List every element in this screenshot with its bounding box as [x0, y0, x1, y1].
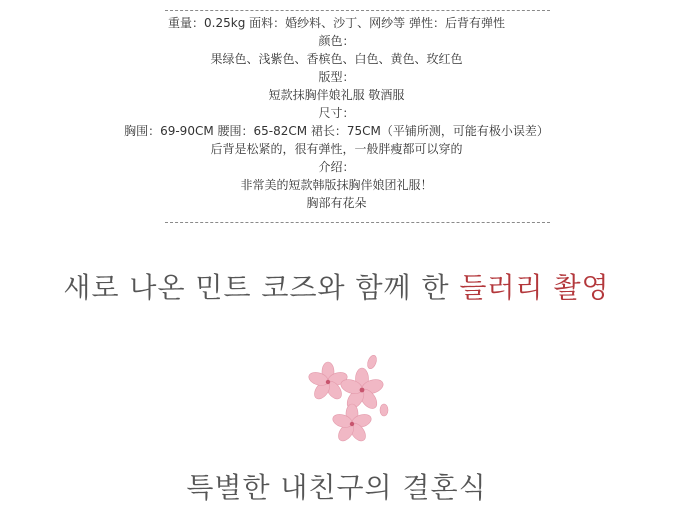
color-heading: 颜色：	[318, 34, 355, 48]
color-list: 果绿色、浅紫色、香槟色、白色、黄色、玫红色	[210, 52, 463, 66]
top-divider	[165, 10, 550, 11]
banner-headline	[0, 266, 673, 306]
intro-line-2: 胸部有花朵	[306, 196, 367, 210]
elastic-note: 后背是松紧的，很有弹性，一般胖瘦都可以穿的	[210, 142, 463, 156]
bottom-divider	[165, 222, 550, 223]
size-text: 胸围：69-90CM 腰围：65-82CM 裙长：75CM（平铺所测，可能有极小误差）	[124, 124, 549, 138]
size-heading: 尺寸：	[318, 106, 355, 120]
weight-fabric-line: 重量：0.25kg 面料：婚纱料、沙丁、网纱等 弹性：后背有弹性	[168, 16, 505, 30]
intro-line-1: 非常美的短款韩版抹胸伴娘团礼服！	[240, 178, 433, 192]
cherry-blossom-icon	[300, 350, 400, 450]
intro-heading: 介绍：	[318, 160, 355, 174]
headline-main: 새로 나온 민트 코즈와 함께 한	[63, 271, 460, 304]
style-heading: 版型：	[318, 70, 355, 84]
banner-subheadline: 특별한 내친구의 결혼식	[186, 471, 487, 504]
product-info	[0, 14, 673, 212]
headline-accent: 들러리 촬영	[459, 271, 610, 304]
style-text: 短款抹胸伴娘礼服 敬酒服	[268, 88, 405, 102]
